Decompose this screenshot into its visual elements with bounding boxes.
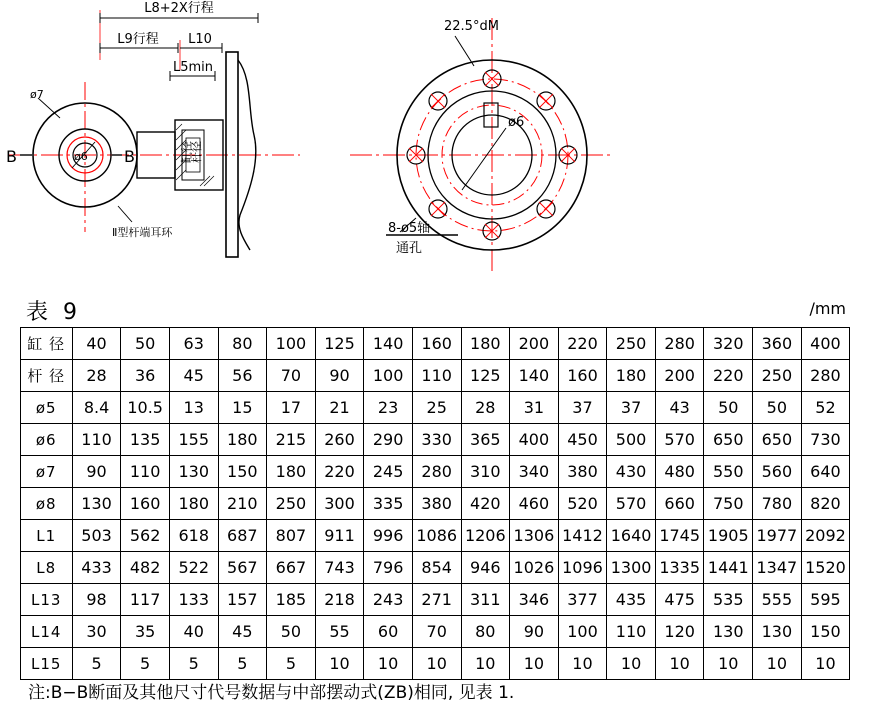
table-cell: 100: [364, 360, 413, 392]
table-cell: 10: [510, 648, 559, 680]
table-cell: 60: [364, 616, 413, 648]
table-cell: 660: [655, 488, 704, 520]
table-cell: 10: [461, 648, 510, 680]
table-cell: 820: [801, 488, 850, 520]
table-cell: 43: [655, 392, 704, 424]
table-cell: 640: [801, 456, 850, 488]
table-cell: 150: [218, 456, 267, 488]
spec-table: [20, 327, 851, 680]
table-title: 表 9: [26, 300, 81, 325]
spec-table-body: [20, 328, 850, 680]
table-cell: 500: [607, 424, 656, 456]
table-cell: 10: [801, 648, 850, 680]
table-cell: 70: [412, 616, 461, 648]
table-cell: 130: [753, 616, 802, 648]
table-cell: 130: [704, 616, 753, 648]
table-cell: 140: [364, 328, 413, 360]
table-cell: 215: [267, 424, 316, 456]
label-bolt-count: 8-ø5轴: [388, 221, 431, 236]
table-cell: 5: [72, 648, 121, 680]
row-label: L8: [20, 552, 72, 584]
dim-l5-label: L5min: [172, 60, 214, 75]
table-unit: /mm: [809, 299, 846, 318]
table-cell: 377: [558, 584, 607, 616]
table-cell: 550: [704, 456, 753, 488]
table-cell: 1206: [461, 520, 510, 552]
table-cell: 320: [704, 328, 753, 360]
table-cell: 1441: [704, 552, 753, 584]
row-label: L15: [20, 648, 72, 680]
table-cell: 180: [169, 488, 218, 520]
table-row: [20, 520, 850, 552]
table-cell: 280: [412, 456, 461, 488]
table-cell: 10: [753, 648, 802, 680]
table-cell: 17: [267, 392, 316, 424]
table-cell: 946: [461, 552, 510, 584]
table-cell: 25: [412, 392, 461, 424]
table-cell: 1347: [753, 552, 802, 584]
table-cell: 245: [364, 456, 413, 488]
table-cell: 807: [267, 520, 316, 552]
table-cell: 100: [267, 328, 316, 360]
table-cell: 1335: [655, 552, 704, 584]
table-row: [20, 328, 850, 360]
table-cell: 180: [461, 328, 510, 360]
table-cell: 1026: [510, 552, 559, 584]
table-cell: 28: [72, 360, 121, 392]
table-cell: 10: [364, 648, 413, 680]
table-cell: 1300: [607, 552, 656, 584]
table-cell: 55: [315, 616, 364, 648]
table-cell: 98: [72, 584, 121, 616]
row-label: 杆 径: [20, 360, 72, 392]
table-cell: 560: [753, 456, 802, 488]
table-row: [20, 648, 850, 680]
table-cell: 90: [315, 360, 364, 392]
table-cell: 28: [461, 392, 510, 424]
table-cell: 8.4: [72, 392, 121, 424]
right-view: [350, 18, 610, 272]
table-cell: 430: [607, 456, 656, 488]
table-cell: 160: [412, 328, 461, 360]
leader-phi7: [38, 98, 60, 118]
table-cell: 45: [169, 360, 218, 392]
table-cell: 130: [72, 488, 121, 520]
table-cell: 340: [510, 456, 559, 488]
table-cell: 50: [753, 392, 802, 424]
table-cell: 750: [704, 488, 753, 520]
table-cell: 80: [461, 616, 510, 648]
row-label: 缸 径: [20, 328, 72, 360]
table-cell: 380: [412, 488, 461, 520]
footer-note: 注:B−B断面及其他尺寸代号数据与中部摆动式(ZB)相同, 见表 1.: [28, 683, 515, 703]
table-cell: 1306: [510, 520, 559, 552]
table-cell: 200: [655, 360, 704, 392]
table-cell: 290: [364, 424, 413, 456]
table-cell: 1745: [655, 520, 704, 552]
table-cell: 110: [607, 616, 656, 648]
table-cell: 300: [315, 488, 364, 520]
row-label: ø7: [20, 456, 72, 488]
table-cell: 535: [704, 584, 753, 616]
table-cell: 5: [218, 648, 267, 680]
table-cell: 260: [315, 424, 364, 456]
table-cell: 10: [655, 648, 704, 680]
table-cell: 110: [72, 424, 121, 456]
dim-l10-label: L10: [188, 32, 212, 47]
table-cell: 50: [121, 328, 170, 360]
section-label-b-left: B: [6, 147, 17, 166]
table-cell: 36: [121, 360, 170, 392]
table-cell: 63: [169, 328, 218, 360]
dim-l8-label: L8+2X行程: [144, 1, 214, 16]
table-cell: 330: [412, 424, 461, 456]
table-cell: 135: [121, 424, 170, 456]
table-cell: 21: [315, 392, 364, 424]
table-cell: 220: [315, 456, 364, 488]
table-cell: 125: [461, 360, 510, 392]
row-label: L13: [20, 584, 72, 616]
table-cell: 5: [169, 648, 218, 680]
table-cell: 480: [655, 456, 704, 488]
table-cell: 160: [121, 488, 170, 520]
table-cell: 180: [218, 424, 267, 456]
table-cell: 520: [558, 488, 607, 520]
table-cell: 522: [169, 552, 218, 584]
table-cell: 10: [704, 648, 753, 680]
table-cell: 335: [364, 488, 413, 520]
table-cell: 667: [267, 552, 316, 584]
table-cell: 140: [510, 360, 559, 392]
table-cell: 110: [121, 456, 170, 488]
row-label: ø6: [20, 424, 72, 456]
label-phi6-right: ø6: [508, 115, 525, 130]
table-cell: 460: [510, 488, 559, 520]
table-cell: 133: [169, 584, 218, 616]
table-cell: 150: [801, 616, 850, 648]
table-cell: 117: [121, 584, 170, 616]
dim-l9-label: L9行程: [117, 32, 159, 47]
table-cell: 475: [655, 584, 704, 616]
table-cell: 31: [510, 392, 559, 424]
table-cell: 160: [558, 360, 607, 392]
table-row: [20, 360, 850, 392]
table-cell: 562: [121, 520, 170, 552]
table-cell: 50: [267, 616, 316, 648]
table-cell: 15: [218, 392, 267, 424]
table-cell: 420: [461, 488, 510, 520]
table-cell: 10: [315, 648, 364, 680]
table-cell: 250: [753, 360, 802, 392]
technical-drawing: [0, 0, 870, 290]
table-cell: 52: [801, 392, 850, 424]
table-cell: 310: [461, 456, 510, 488]
table-row: [20, 552, 850, 584]
table-cell: 433: [72, 552, 121, 584]
table-cell: 365: [461, 424, 510, 456]
table-cell: 120: [655, 616, 704, 648]
table-cell: 250: [607, 328, 656, 360]
table-cell: 56: [218, 360, 267, 392]
table-cell: 280: [655, 328, 704, 360]
table-cell: 743: [315, 552, 364, 584]
table-cell: 10: [412, 648, 461, 680]
table-row: [20, 584, 850, 616]
table-row: [20, 392, 850, 424]
table-cell: 687: [218, 520, 267, 552]
label-phi6: ø6: [74, 150, 88, 163]
table-cell: 40: [169, 616, 218, 648]
leader-angle: [455, 36, 474, 66]
table-row: [20, 488, 850, 520]
table-cell: 618: [169, 520, 218, 552]
table-cell: 1412: [558, 520, 607, 552]
table-cell: 50: [704, 392, 753, 424]
table-cell: 70: [267, 360, 316, 392]
table-cell: 435: [607, 584, 656, 616]
table-row: [20, 616, 850, 648]
table-cell: 80: [218, 328, 267, 360]
table-cell: 200: [510, 328, 559, 360]
table-row: [20, 456, 850, 488]
table-cell: 185: [267, 584, 316, 616]
spec-table-area: [0, 295, 870, 680]
table-cell: 45: [218, 616, 267, 648]
table-cell: 30: [72, 616, 121, 648]
table-cell: 595: [801, 584, 850, 616]
table-cell: 210: [218, 488, 267, 520]
table-cell: 567: [218, 552, 267, 584]
table-cell: 218: [315, 584, 364, 616]
table-cell: 570: [607, 488, 656, 520]
table-cell: 1905: [704, 520, 753, 552]
table-row: [20, 424, 850, 456]
table-cell: 1520: [801, 552, 850, 584]
note-ear-ring: Ⅱ型杆端耳环: [112, 226, 173, 239]
drawing-svg: [0, 0, 870, 290]
table-cell: 280: [801, 360, 850, 392]
table-cell: 180: [267, 456, 316, 488]
table-cell: 250: [267, 488, 316, 520]
table-cell: 23: [364, 392, 413, 424]
table-cell: 5: [267, 648, 316, 680]
table-cell: 311: [461, 584, 510, 616]
table-cell: 1086: [412, 520, 461, 552]
table-cell: 37: [558, 392, 607, 424]
table-cell: 1640: [607, 520, 656, 552]
label-stem: 杆径: [190, 141, 203, 163]
leader-phi6-right: [462, 128, 506, 190]
table-cell: 346: [510, 584, 559, 616]
table-cell: 400: [801, 328, 850, 360]
row-label: ø5: [20, 392, 72, 424]
table-cell: 220: [704, 360, 753, 392]
table-cell: 996: [364, 520, 413, 552]
table-cell: 35: [121, 616, 170, 648]
table-cell: 100: [558, 616, 607, 648]
table-cell: 450: [558, 424, 607, 456]
table-cell: 13: [169, 392, 218, 424]
table-cell: 911: [315, 520, 364, 552]
table-cell: 5: [121, 648, 170, 680]
table-cell: 650: [753, 424, 802, 456]
label-angle: 22.5°dM: [444, 19, 499, 34]
label-bolt-through: 通孔: [396, 241, 423, 256]
table-cell: 180: [607, 360, 656, 392]
table-cell: 110: [412, 360, 461, 392]
table-cell: 400: [510, 424, 559, 456]
table-cell: 796: [364, 552, 413, 584]
table-cell: 1096: [558, 552, 607, 584]
table-cell: 503: [72, 520, 121, 552]
table-cell: 220: [558, 328, 607, 360]
table-cell: 10: [558, 648, 607, 680]
table-cell: 243: [364, 584, 413, 616]
table-cell: 125: [315, 328, 364, 360]
row-label: L1: [20, 520, 72, 552]
table-cell: 854: [412, 552, 461, 584]
table-cell: 360: [753, 328, 802, 360]
table-cell: 650: [704, 424, 753, 456]
table-cell: 40: [72, 328, 121, 360]
section-label-b-right: B: [124, 147, 135, 166]
table-cell: 130: [169, 456, 218, 488]
table-cell: 570: [655, 424, 704, 456]
table-cell: 271: [412, 584, 461, 616]
row-label: ø8: [20, 488, 72, 520]
table-cell: 2092: [801, 520, 850, 552]
table-cell: 37: [607, 392, 656, 424]
left-view: [6, 1, 300, 257]
label-phi7: ø7: [30, 88, 44, 101]
table-cell: 157: [218, 584, 267, 616]
table-cell: 10: [607, 648, 656, 680]
table-cell: 555: [753, 584, 802, 616]
table-cell: 380: [558, 456, 607, 488]
table-cell: 155: [169, 424, 218, 456]
row-label: L14: [20, 616, 72, 648]
label-bore: 缸径: [180, 141, 193, 163]
leader-ear-note: [118, 206, 132, 222]
table-header-row: [20, 295, 850, 327]
table-cell: 90: [510, 616, 559, 648]
table-cell: 90: [72, 456, 121, 488]
table-cell: 780: [753, 488, 802, 520]
table-cell: 730: [801, 424, 850, 456]
table-cell: 482: [121, 552, 170, 584]
table-cell: 1977: [753, 520, 802, 552]
table-cell: 10.5: [121, 392, 170, 424]
